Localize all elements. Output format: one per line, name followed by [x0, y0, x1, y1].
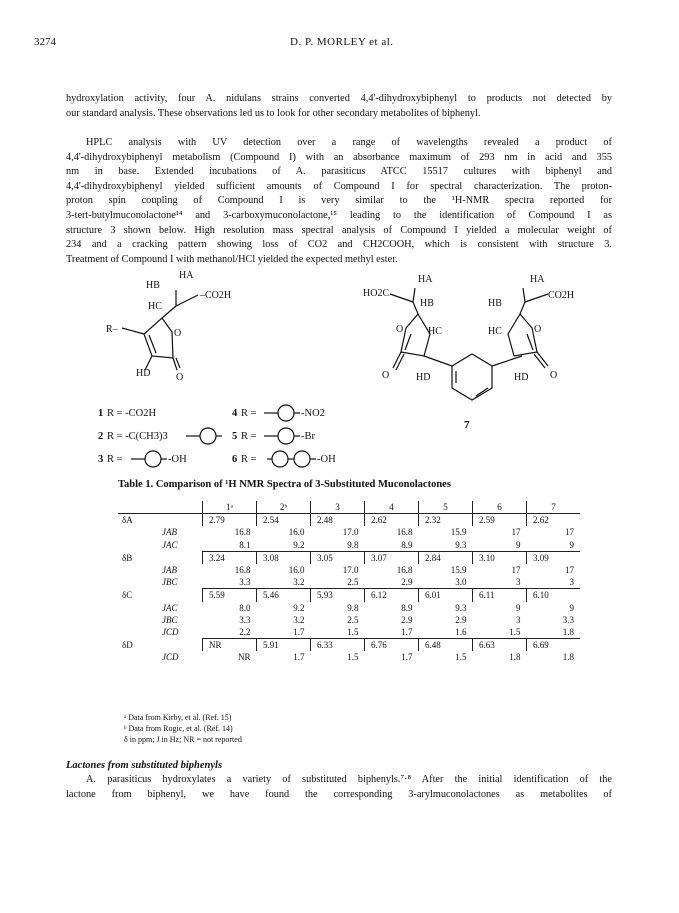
table-cell: 5.59	[203, 589, 257, 602]
struct-label-HA: HA	[179, 270, 194, 281]
row-label-spacer	[162, 639, 203, 652]
row-label-spacer	[118, 539, 162, 552]
table-cell: 9	[516, 539, 521, 550]
struct-label-O-carbonyl: O	[176, 372, 184, 383]
row-label-spacer	[118, 526, 162, 538]
compound-7-label: 7	[464, 419, 470, 431]
table-column-header: 2ᵇ	[257, 501, 311, 514]
table-cell: 2.84	[419, 551, 473, 564]
text-line: A. parasiticus hydroxylates a variety of substituted biphenyls.⁷·⁸ After the initial identification of the	[86, 774, 612, 785]
table-cell: 3.3	[239, 614, 251, 625]
table-cell: NR	[237, 652, 251, 663]
table-cell: 17.0	[342, 565, 359, 576]
struct7-label-HC-left: HC	[428, 326, 442, 337]
table-cell: 3.2	[293, 577, 305, 588]
table-header-row	[118, 501, 580, 514]
row-label-coupling: JBC	[162, 577, 178, 588]
running-header-author: D. P. MORLEY et al.	[290, 36, 394, 48]
table-cell: 3.07	[365, 551, 419, 564]
struct-label-O-ring: O	[174, 328, 182, 339]
table-cell: 6.63	[473, 639, 527, 652]
footnote-b: ᵇ Data from Rogic, et al. (Ref. 14)	[124, 724, 233, 733]
table-cell: 1.8	[562, 652, 574, 663]
table-cell: 3	[569, 577, 574, 588]
nmr-table	[118, 501, 580, 663]
compound-1-num: 1	[98, 408, 104, 419]
struct7-label-HD-right: HD	[514, 372, 529, 383]
table-cell: 2.9	[401, 577, 413, 588]
table-cell: 2.62	[365, 514, 419, 527]
struct7-label-O-right: O	[534, 324, 542, 335]
table-cell: 1.8	[509, 652, 521, 663]
table-cell: 3.09	[527, 551, 581, 564]
table-cell: 6.69	[527, 639, 581, 652]
table-cell: 3.24	[203, 551, 257, 564]
row-label-spacer	[118, 576, 162, 589]
table-cell: 5.93	[311, 589, 365, 602]
struct7-label-O-carbonyl-left: O	[382, 370, 390, 381]
text-line: lactone from biphenyl, we have found the corresponding 3-arylmuconolactones as metabolites of	[66, 788, 612, 800]
table-cell: 2.79	[203, 514, 257, 527]
text-line: nm in base. Extended incubations of A. parasiticus ATCC 15517 cultures with biphenyl and	[66, 166, 612, 178]
table-cell: 17.0	[342, 527, 359, 538]
table-cell: 9.3	[455, 602, 467, 613]
table-column-header: 7	[527, 501, 581, 514]
table-cell: 3.3	[239, 577, 251, 588]
table-cell: 17	[511, 565, 521, 576]
table-row	[118, 651, 580, 663]
table-cell: 16.8	[234, 565, 251, 576]
table-row	[118, 639, 580, 652]
table-cell: 9	[569, 602, 574, 613]
table-row	[118, 614, 580, 626]
table-cell: 16.8	[396, 527, 413, 538]
section-heading: Lactones from substituted biphenyls	[66, 760, 223, 771]
table-cell: 1.5	[455, 652, 467, 663]
struct-label-R: R–	[106, 324, 118, 335]
page-number: 3274	[34, 36, 56, 48]
table-row	[118, 514, 580, 527]
table-cell: 9	[569, 539, 574, 550]
row-label-coupling: JBC	[162, 614, 178, 625]
compound-5-num: 5	[232, 431, 238, 442]
table-cell: 17	[565, 527, 574, 538]
footnote-a: ᵃ Data from Kirby, et al. (Ref. 15)	[124, 713, 232, 722]
row-label-spacer	[118, 602, 162, 614]
table-cell: 8.9	[401, 539, 413, 550]
row-label-coupling: JAB	[162, 527, 177, 538]
table-cell: 1.8	[562, 626, 574, 637]
table-column-header: 6	[473, 501, 527, 514]
row-label-coupling: JAC	[162, 602, 178, 613]
table-cell: 6.11	[473, 589, 527, 602]
table-cell: 16.8	[234, 527, 251, 538]
table-cell: 17	[565, 565, 574, 576]
table-cell: 2.9	[401, 614, 413, 625]
table-cell: 2.9	[455, 614, 467, 625]
text-line: hydroxylation activity, four A. nidulans strains converted 4,4'-dihydroxybiphenyl to products not detected by	[66, 93, 612, 104]
compound-6-sub: -OH	[317, 454, 336, 465]
row-label-spacer	[118, 651, 162, 663]
row-label-shift: δA	[122, 515, 133, 526]
struct7-label-HA-right: HA	[530, 274, 545, 285]
table-cell: 16.0	[288, 565, 305, 576]
table-row	[118, 539, 580, 552]
text-line: proton spin coupling of Compound I is very similar to the ¹H-NMR spectra reported for	[66, 195, 612, 207]
compound-4-sub: -NO2	[301, 408, 325, 419]
struct-label-HD: HD	[136, 368, 151, 379]
compound-6-r: R =	[241, 454, 257, 465]
table-cell: 2.48	[311, 514, 365, 527]
row-label-coupling: JCD	[162, 627, 179, 638]
compound-2-r: R = -C(CH3)3	[107, 431, 168, 442]
table-cell: 2.5	[347, 614, 359, 625]
table-cell: 3	[516, 614, 521, 625]
compound-5-sub: -Br	[301, 431, 315, 442]
text-line: 234 and a cracking pattern showing loss of CO2 and CH2COOH, which is consistent with structure 3.	[66, 239, 612, 251]
table-header-label	[162, 501, 203, 514]
table-cell: 1.7	[401, 626, 413, 637]
compound-6-num: 6	[232, 454, 238, 465]
table-cell: 1.5	[347, 626, 359, 637]
compound-4-num: 4	[232, 408, 238, 419]
table-cell: 8.9	[401, 602, 413, 613]
table-cell: 16.0	[288, 527, 305, 538]
row-label-spacer	[162, 514, 203, 527]
row-label-coupling: JAB	[162, 565, 177, 576]
table-cell: 2.59	[473, 514, 527, 527]
compound-2-num: 2	[98, 431, 104, 442]
table-cell: 9.3	[455, 539, 467, 550]
table-cell: 6.12	[365, 589, 419, 602]
table-column-header: 3	[311, 501, 365, 514]
table-cell: NR	[203, 639, 257, 652]
row-label-spacer	[162, 551, 203, 564]
table-row	[118, 576, 580, 589]
text-line: Treatment of Compound I with methanol/HCl yielded the expected methyl ester.	[66, 253, 398, 265]
table-cell: 1.7	[401, 652, 413, 663]
table-column-header: 4	[365, 501, 419, 514]
paragraph-intro	[66, 92, 612, 121]
table-cell: 3.05	[311, 551, 365, 564]
compound-3-r: R =	[107, 454, 123, 465]
table-cell: 15.9	[450, 527, 467, 538]
struct7-label-HC-right: HC	[488, 326, 502, 337]
table-cell: 9	[516, 602, 521, 613]
table-cell: 1.6	[455, 626, 467, 637]
table-cell: 3.2	[293, 614, 305, 625]
table-cell: 1.5	[347, 652, 359, 663]
table-cell: 6.48	[419, 639, 473, 652]
compound-4-r: R =	[241, 408, 257, 419]
chemical-structures-figure	[60, 262, 620, 472]
text-line: HPLC analysis with UV detection over a range of wavelengths revealed a product of	[86, 137, 612, 148]
table-row	[118, 602, 580, 614]
struct7-label-HA-left: HA	[418, 274, 433, 285]
table-row	[118, 564, 580, 576]
table-cell: 9.2	[293, 602, 305, 613]
table-cell: 2.5	[347, 577, 359, 588]
table-cell: 3.10	[473, 551, 527, 564]
table-cell: 5.46	[257, 589, 311, 602]
struct-label-HB: HB	[146, 280, 160, 291]
compound-3-num: 3	[98, 454, 104, 465]
table-cell: 6.33	[311, 639, 365, 652]
table-cell: 9.8	[347, 539, 359, 550]
table-column-header: 1ᵃ	[203, 501, 257, 514]
table-row	[118, 526, 580, 538]
table-caption: Table 1. Comparison of ¹H NMR Spectra of 3-Substituted Muconolactones	[118, 479, 451, 490]
text-line: 4,4'-dihydroxybiphenyl metabolism (Compound I) with an absorbance maximum of 293 nm in acid and 355	[66, 151, 612, 163]
paragraph-lactones	[66, 773, 612, 802]
table-cell: 1.5	[509, 626, 521, 637]
table-cell: 9.8	[347, 602, 359, 613]
compound-3-sub: -OH	[168, 454, 187, 465]
text-line: our standard analysis. These observations led us to look for other secondary metabolites of biphenyl.	[66, 107, 481, 119]
table-cell: 2.62	[527, 514, 581, 527]
table-cell: 3	[516, 577, 521, 588]
text-line: 4,4'-dihydroxybiphenyl yielded sufficient amounts of Compound I for spectral characterization. The proton-	[66, 180, 612, 192]
table-cell: 17	[511, 527, 521, 538]
row-label-shift: δB	[122, 552, 133, 563]
table-header-corner	[118, 501, 162, 514]
table-cell: 5.91	[257, 639, 311, 652]
compound-1-r: R = -CO2H	[107, 408, 157, 419]
table-row	[118, 626, 580, 639]
compound-5-r: R =	[241, 431, 257, 442]
table-cell: 2.32	[419, 514, 473, 527]
struct7-label-CO2H: CO2H	[548, 290, 575, 301]
table-row	[118, 589, 580, 602]
row-label-shift: δC	[122, 590, 133, 601]
table-cell: 1.7	[293, 652, 305, 663]
table-cell: 16.8	[396, 565, 413, 576]
text-line: structure 3 shown below. High resolution mass spectral analysis of Compound I yielded a molecular weight of	[66, 224, 612, 236]
text-line: 3-tert-butylmuconolactone¹⁴ and 3-carboxymuconolactone,¹⁵ leading to the identification of Compound I as	[66, 209, 612, 221]
row-label-spacer	[118, 564, 162, 576]
table-cell: 8.0	[239, 602, 251, 613]
paragraph-hplc	[66, 136, 612, 267]
struct7-label-O-carbonyl-right: O	[550, 370, 558, 381]
row-label-shift: δD	[122, 639, 133, 650]
struct-label-HC: HC	[148, 301, 162, 312]
table-cell: 3.0	[455, 577, 467, 588]
table-cell: 6.10	[527, 589, 581, 602]
footnote-units: δ in ppm; J in Hz; NR = not reported	[124, 735, 242, 744]
table-column-header: 5	[419, 501, 473, 514]
table-cell: 15.9	[450, 565, 467, 576]
row-label-spacer	[118, 614, 162, 626]
struct7-label-HB-right: HB	[488, 298, 502, 309]
struct7-label-HD-left: HD	[416, 372, 431, 383]
table-cell: 6.76	[365, 639, 419, 652]
table-cell: 3.3	[562, 614, 574, 625]
table-cell: 9.2	[293, 539, 305, 550]
row-label-coupling: JAC	[162, 539, 178, 550]
table-cell: 8.1	[239, 539, 251, 550]
table-cell: 6.01	[419, 589, 473, 602]
table-cell: 1.7	[293, 626, 305, 637]
table-cell: 3.08	[257, 551, 311, 564]
table-cell: 2.2	[239, 626, 251, 637]
row-label-spacer	[162, 589, 203, 602]
struct7-label-O-left: O	[396, 324, 404, 335]
struct7-label-HO2C: HO2C	[363, 288, 390, 299]
table-cell: 2.54	[257, 514, 311, 527]
row-label-coupling: JCD	[162, 652, 179, 663]
struct7-label-HB-left: HB	[420, 298, 434, 309]
row-label-spacer	[118, 626, 162, 639]
table-row	[118, 551, 580, 564]
struct-label-CO2H: –CO2H	[200, 290, 232, 301]
